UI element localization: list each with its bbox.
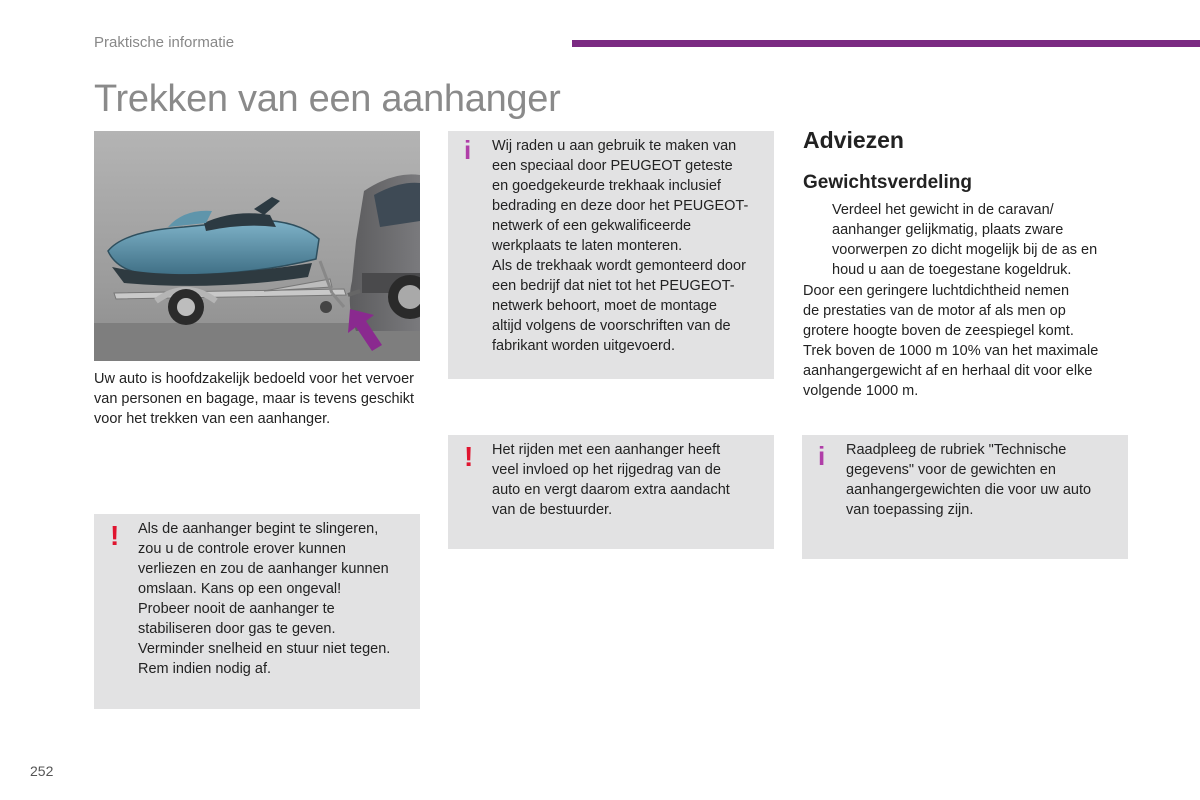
driving-warning-text xyxy=(492,440,770,520)
sway-warning-text xyxy=(138,519,416,679)
text-line: aanhangergewichten die voor uw auto xyxy=(846,482,1092,498)
text-line: netwerk behoort, moet de montage xyxy=(492,298,717,314)
text-line: Rem indien nodig af. xyxy=(138,661,271,677)
text-line: Door een geringere luchtdichtheid nemen xyxy=(803,283,1070,299)
text-line: Raadpleeg de rubriek "Technische xyxy=(846,442,1067,458)
text-line: altijd volgens de voorschriften van de xyxy=(492,318,731,334)
text-line: Wij raden u aan gebruik te maken van xyxy=(492,138,737,154)
section-label: Praktische informatie xyxy=(94,34,235,51)
text-line: Trek boven de 1000 m 10% van het maximale xyxy=(803,343,1099,359)
text-line: gegevens" voor de gewichten en xyxy=(846,462,1056,478)
towbar-info-box xyxy=(448,131,774,379)
warning-icon: ! xyxy=(110,520,120,551)
text-line: aanhangergewicht af en herhaal dit voor elke xyxy=(803,363,1093,379)
text-line: Als de trekhaak wordt gemonteerd door xyxy=(492,258,746,274)
page-number: 252 xyxy=(30,763,54,779)
text-line: de prestaties van de motor af als men op xyxy=(803,303,1066,319)
advice-heading: Adviezen xyxy=(803,127,904,153)
text-line: houd u aan de toegestane kogeldruk. xyxy=(832,262,1072,278)
text-line: netwerk of een gekwalificeerde xyxy=(492,218,692,234)
text-line: een bedrijf dat niet tot het PEUGEOT- xyxy=(492,278,735,294)
text-line: werkplaats te laten monteren. xyxy=(492,238,683,254)
text-line: Probeer nooit de aanhanger te xyxy=(138,601,335,617)
intro-paragraph: Uw auto is hoofdzakelijk bedoeld voor het vervoer van personen en bagage, maar is tevens geschikt voor het trekken van een aanhanger. xyxy=(94,371,415,427)
text-line: stabiliseren door gas te geven. xyxy=(138,621,336,637)
text-line: verliezen en zou de aanhanger kunnen xyxy=(138,561,389,577)
bullet-item xyxy=(803,200,1133,280)
tech-info-text xyxy=(846,440,1124,520)
warning-icon: ! xyxy=(464,441,474,472)
weight-distribution-heading: Gewichtsverdeling xyxy=(803,172,972,193)
text-line: Verdeel het gewicht in de caravan/ xyxy=(832,202,1054,218)
text-line: aanhanger gelijkmatig, plaats zware xyxy=(832,222,1064,238)
text-line: van toepassing zijn. xyxy=(846,502,974,518)
text-line: auto en vergt daarom extra aandacht xyxy=(492,482,730,498)
text-line: veel invloed op het rijgedrag van de xyxy=(492,462,721,478)
driving-warning-box xyxy=(448,435,774,549)
text-line: bedrading en deze door het PEUGEOT- xyxy=(492,198,749,214)
text-line: Het rijden met een aanhanger heeft xyxy=(492,442,721,458)
info-icon: i xyxy=(464,135,472,165)
header-accent-bar xyxy=(572,40,1200,47)
tech-info-box xyxy=(802,435,1128,559)
towing-illustration xyxy=(94,131,420,361)
text-line: Als de aanhanger begint te slingeren, xyxy=(138,521,379,537)
jetski-trailer-car-image xyxy=(94,131,420,361)
altitude-paragraph xyxy=(803,281,1143,401)
page-title: Trekken van een aanhanger xyxy=(94,78,561,120)
info-icon: i xyxy=(818,441,826,471)
text-line: en goedgekeurde trekhaak inclusief xyxy=(492,178,721,194)
sway-warning-box xyxy=(94,514,420,709)
text-line: fabrikant worden uitgevoerd. xyxy=(492,338,675,354)
text-line: zou u de controle erover kunnen xyxy=(138,541,346,557)
text-line: van de bestuurder. xyxy=(492,502,613,518)
text-line: een speciaal door PEUGEOT geteste xyxy=(492,158,733,174)
text-line: volgende 1000 m. xyxy=(803,383,919,399)
text-line: omslaan. Kans op een ongeval! xyxy=(138,581,342,597)
text-line: grotere hoogte boven de zeespiegel komt. xyxy=(803,323,1074,339)
text-line: Verminder snelheid en stuur niet tegen. xyxy=(138,641,391,657)
text-line: voorwerpen zo dicht mogelijk bij de as en xyxy=(832,242,1098,258)
towbar-info-text xyxy=(492,136,770,356)
